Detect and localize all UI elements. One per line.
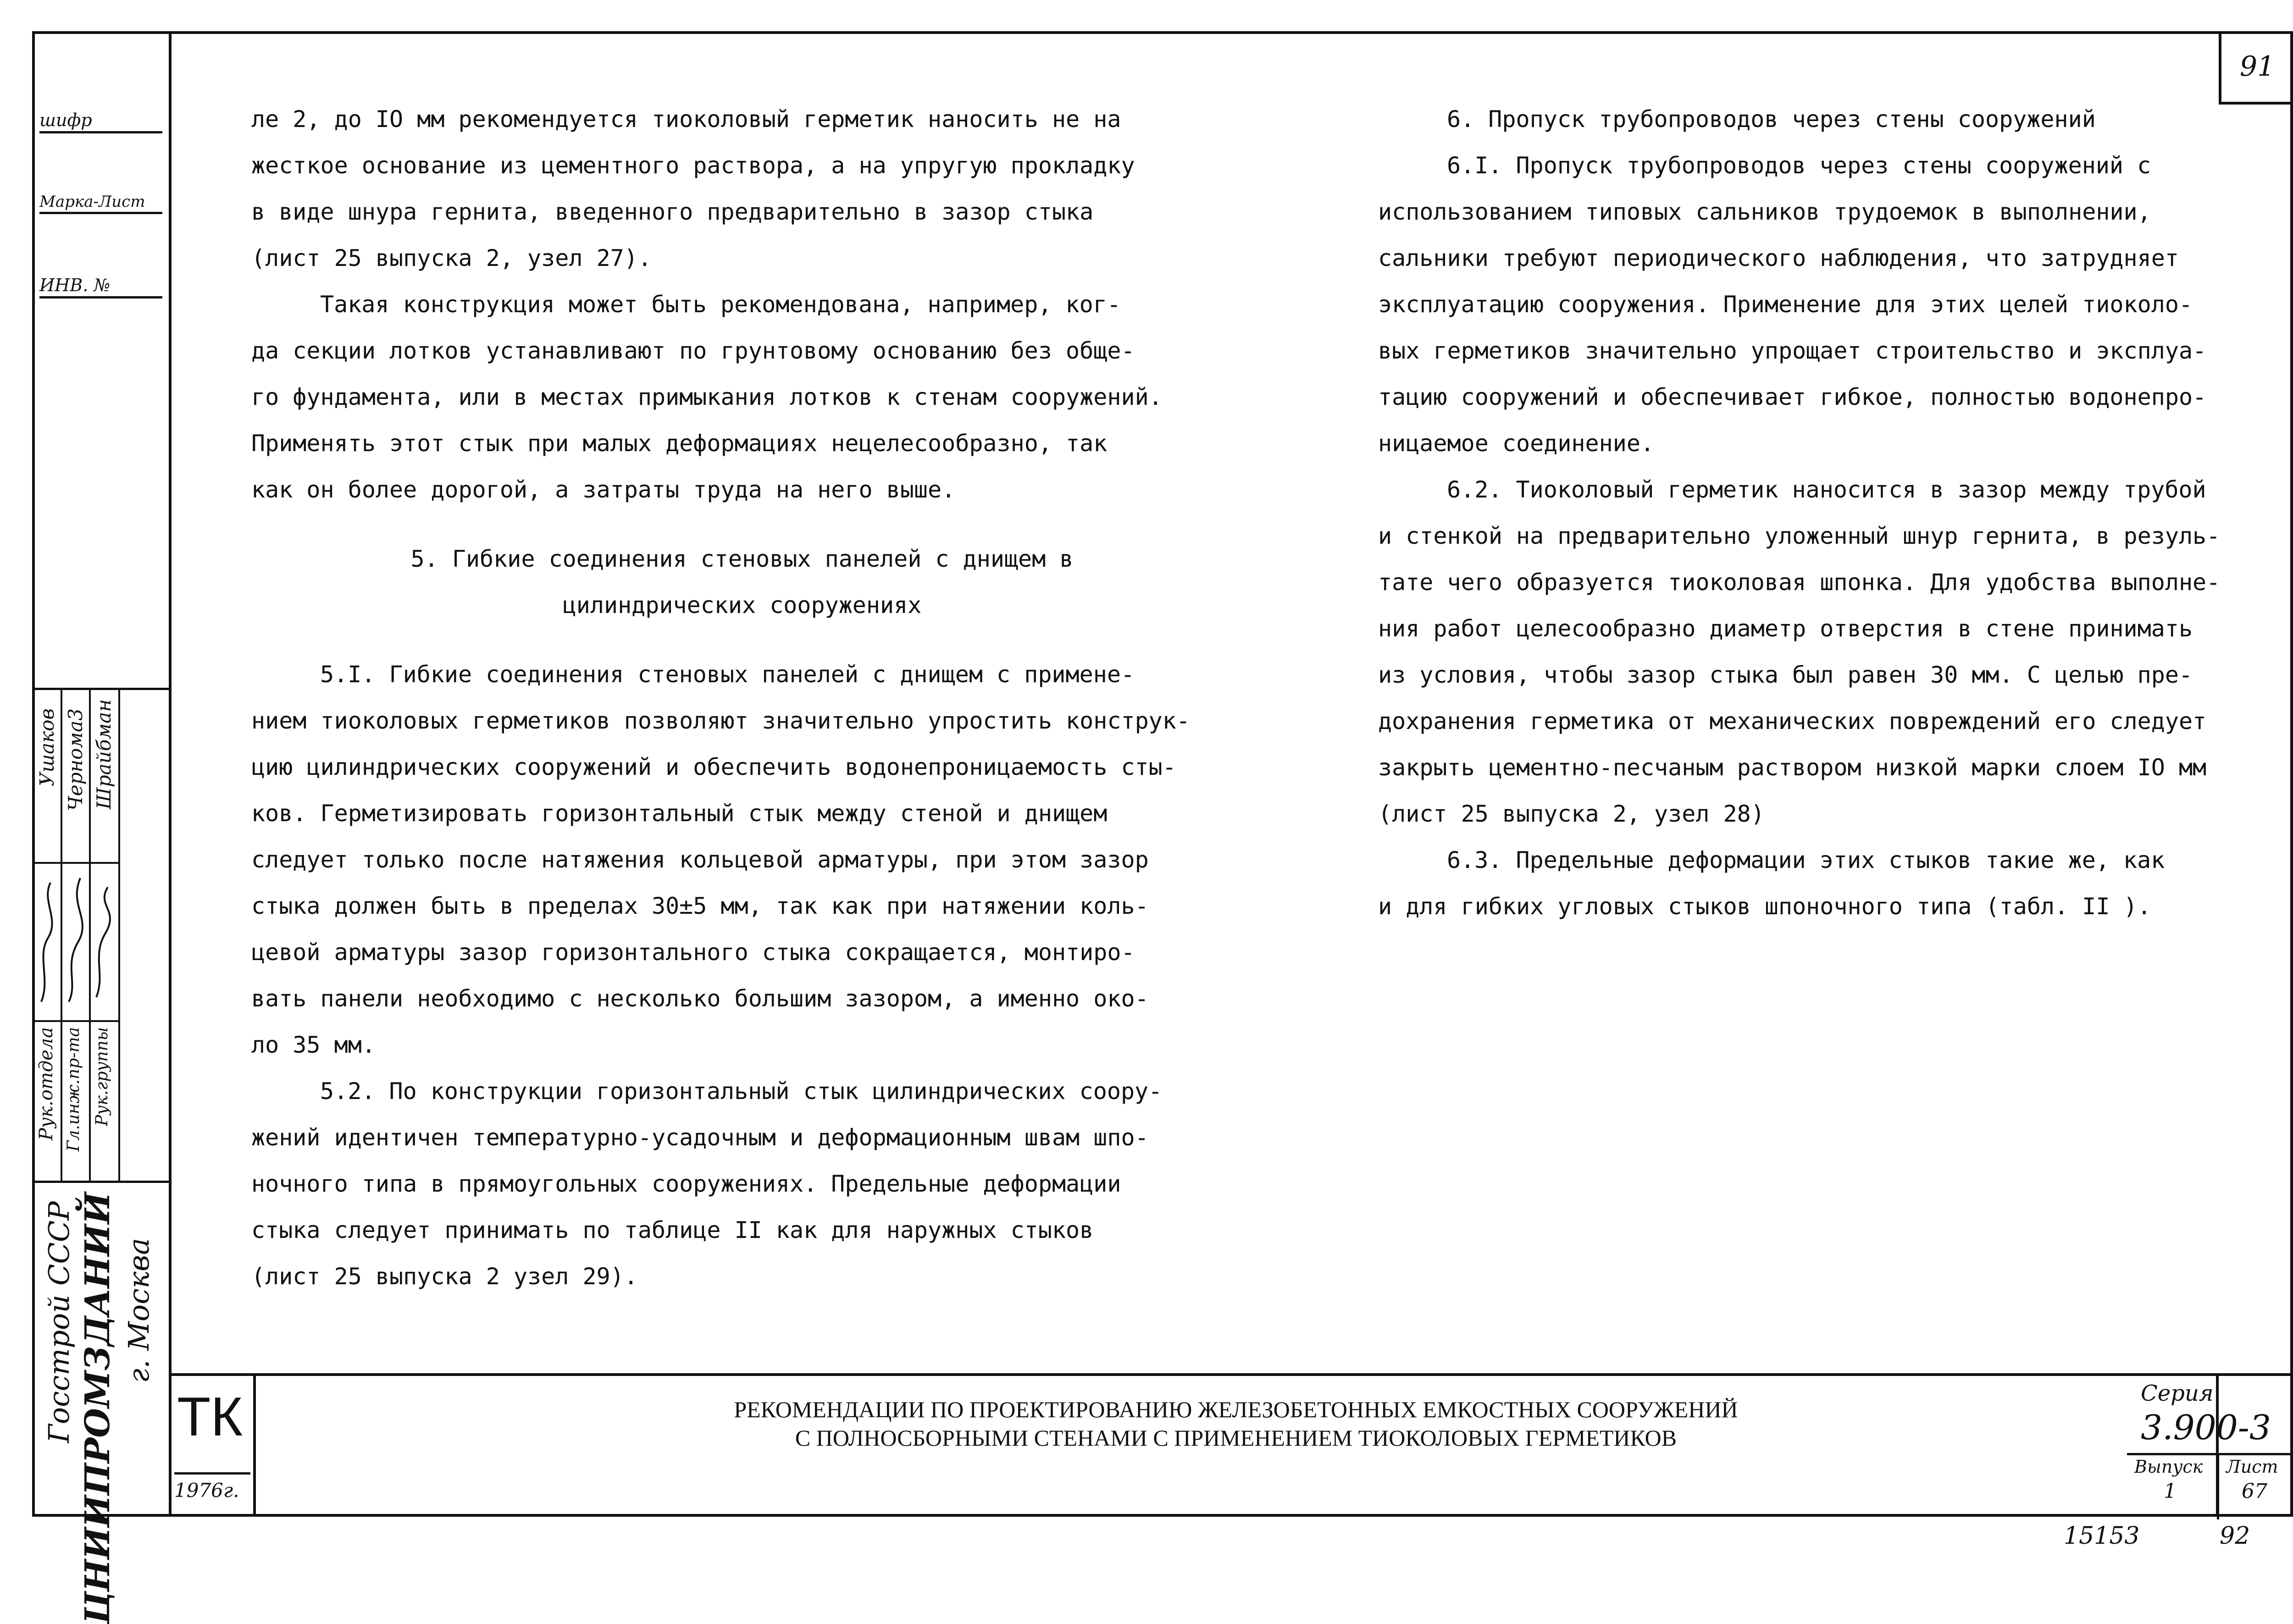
title-block bbox=[169, 1373, 2293, 1517]
text-line: Применять этот стык при малых деформациях нецелесообразно, так bbox=[251, 430, 1108, 457]
name-ushakov: Ушаков bbox=[36, 708, 58, 786]
text-line: дохранения герметика от механических повреждений его следует bbox=[1378, 708, 2207, 735]
text-line: стыка следует принимать по таблице II как для наружных стыков bbox=[251, 1217, 1094, 1243]
page-number: 91 bbox=[2239, 50, 2275, 83]
organization-block bbox=[32, 1183, 169, 1624]
section-5-heading-cont: цилиндрических сооружениях bbox=[562, 592, 922, 619]
section-6-heading: 6. Пропуск трубопроводов через стены сооружений bbox=[1447, 106, 2096, 133]
text-line: го фундамента, или в местах примыкания лотков к стенам сооружений. bbox=[251, 384, 1163, 410]
text-line: 6.I. Пропуск трубопроводов через стены сооружений с bbox=[1447, 152, 2151, 179]
title-line-2: С ПОЛНОСБОРНЫМИ СТЕНАМИ С ПРИМЕНЕНИЕМ ТИОКОЛОВЫХ ГЕРМЕТИКОВ bbox=[795, 1425, 1677, 1451]
vypusk-value: 1 bbox=[2164, 1480, 2177, 1503]
text-line: вать панели необходимо с несколько большим зазором, а именно око- bbox=[251, 985, 1149, 1012]
seria-label: Серия bbox=[2141, 1381, 2214, 1406]
text-line: вых герметиков значительно упрощает строительство и эксплуа- bbox=[1378, 337, 2207, 364]
text-line: цию цилиндрических сооружений и обеспечить водонепроницаемость сты- bbox=[251, 754, 1176, 780]
left-text-column bbox=[251, 96, 1233, 1300]
org-moskva: г. Москва bbox=[122, 1238, 155, 1383]
text-line: сальники требуют периодического наблюдения, что затрудняет bbox=[1378, 245, 2179, 271]
text-line: (лист 25 выпуска 2, узел 27). bbox=[251, 245, 652, 271]
text-line: закрыть цементно-песчаным раствором низкой марки слоем IO мм bbox=[1378, 754, 2207, 781]
text-line: тате чего образуется тиоколовая шпонка. Для удобства выполне- bbox=[1378, 569, 2221, 596]
text-line: нием тиоколовых герметиков позволяют значительно упростить конструк- bbox=[251, 707, 1190, 734]
text-line: 6.2. Тиоколовый герметик наносится в зазор между трубой bbox=[1447, 476, 2206, 503]
series-cell bbox=[2127, 1376, 2290, 1517]
text-line: (лист 25 выпуска 2, узел 28) bbox=[1378, 801, 1765, 827]
text-line: 6.3. Предельные деформации этих стыков такие же, как bbox=[1447, 847, 2165, 873]
text-line: и стенкой на предварительно уложенный шнур гернита, в резуль- bbox=[1378, 523, 2221, 549]
inv-no-label: ИНВ. № bbox=[39, 275, 162, 298]
text-line: ночного типа в прямоугольных сооружениях. Предельные деформации bbox=[251, 1171, 1121, 1197]
document-title bbox=[256, 1376, 2219, 1517]
text-line: да секции лотков устанавливают по грунтовому основанию без обще- bbox=[251, 337, 1135, 364]
text-line: следует только после натяжения кольцевой арматуры, при этом зазор bbox=[251, 846, 1149, 873]
text-line: цевой арматуры зазор горизонтального стыка сокращается, монтиро- bbox=[251, 939, 1135, 966]
text-line: жесткое основание из цементного раствора, а на упругую прокладку bbox=[251, 152, 1135, 179]
signatures-graphic bbox=[32, 864, 119, 1018]
text-line: из условия, чтобы зазор стыка был равен 30 мм. С целью пре- bbox=[1378, 662, 2193, 688]
text-line: ло 35 мм. bbox=[251, 1032, 376, 1058]
text-line: как он более дорогой, а затраты труда на него выше. bbox=[251, 476, 956, 503]
page-number-box bbox=[2219, 31, 2293, 105]
org-tsnii: ЦНИИПРОМЗДАНИЙ bbox=[78, 1192, 117, 1624]
text-line: ницаемое соединение. bbox=[1378, 430, 1655, 457]
vypusk-label: Выпуск bbox=[2134, 1457, 2203, 1477]
text-line: тацию сооружений и обеспечивает гибкое, полностью водонепро- bbox=[1378, 384, 2207, 410]
text-line: эксплуатацию сооружения. Применение для этих целей тиоколо- bbox=[1378, 291, 2193, 318]
role-ruk-otdela: Рук.отдела bbox=[36, 1027, 57, 1141]
archive-page: 92 bbox=[2220, 1522, 2250, 1550]
title-line-1: РЕКОМЕНДАЦИИ ПО ПРОЕКТИРОВАНИЮ ЖЕЛЕЗОБЕТОННЫХ ЕМКОСТНЫХ СООРУЖЕНИЙ bbox=[734, 1397, 1738, 1422]
role-gl-inzh: Гл.инж.пр-та bbox=[64, 1027, 83, 1152]
tk-mark: ТК bbox=[177, 1386, 243, 1447]
text-line: 5.2. По конструкции горизонтальный стык цилиндрических соору- bbox=[320, 1078, 1163, 1105]
tk-cell bbox=[169, 1376, 256, 1517]
text-line: ков. Герметизировать горизонтальный стык между стеной и днищем bbox=[251, 800, 1108, 827]
archive-code: 15153 bbox=[2064, 1522, 2140, 1550]
text-line: жений идентичен температурно-усадочным и деформационным швам шпо- bbox=[251, 1124, 1149, 1151]
signature-table bbox=[32, 688, 169, 1183]
section-5-heading: 5. Гибкие соединения стеновых панелей с днищем в bbox=[410, 546, 1074, 572]
list-label: Лист bbox=[2226, 1457, 2278, 1477]
text-line: Такая конструкция может быть рекомендована, например, ког- bbox=[320, 291, 1121, 318]
list-value: 67 bbox=[2242, 1480, 2267, 1503]
text-line: использованием типовых сальников трудоемок в выполнении, bbox=[1378, 199, 2151, 225]
text-line: 5.I. Гибкие соединения стеновых панелей с днищем с примене- bbox=[320, 661, 1135, 688]
text-line: стыка должен быть в пределах 30±5 мм, так как при натяжении коль- bbox=[251, 893, 1149, 919]
text-line: ле 2, до IO мм рекомендуется тиоколовый герметик наносить не на bbox=[251, 106, 1121, 133]
marka-list-label: Марка-Лист bbox=[39, 193, 162, 214]
shifr-label: шифр bbox=[39, 110, 162, 133]
name-chernomaz: Чернома3 bbox=[64, 708, 87, 811]
text-line: ния работ целесообразно диаметр отверстия в стене принимать bbox=[1378, 615, 2193, 642]
name-shraibman: Шрайбман bbox=[93, 699, 115, 810]
seria-value: 3.900-3 bbox=[2141, 1408, 2271, 1447]
right-text-column bbox=[1378, 96, 2249, 930]
year: 1976г. bbox=[174, 1472, 250, 1502]
org-gosstroy: Госстрой СССР bbox=[42, 1201, 76, 1443]
text-line: в виде шнура гернита, введенного предварительно в зазор стыка bbox=[251, 199, 1094, 225]
role-ruk-gruppy: Рук.группы bbox=[93, 1027, 111, 1126]
text-line: и для гибких угловых стыков шпоночного типа (табл. II ). bbox=[1378, 893, 2151, 920]
text-line: (лист 25 выпуска 2 узел 29). bbox=[251, 1263, 638, 1290]
